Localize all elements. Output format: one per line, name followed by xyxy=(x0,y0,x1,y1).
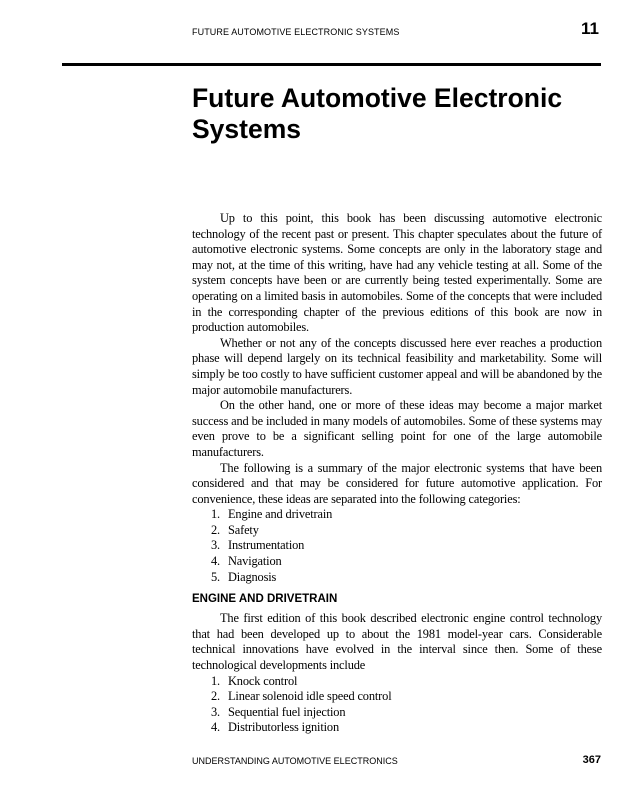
chapter-number: 11 xyxy=(581,19,599,38)
list-item-number: 1. xyxy=(211,673,220,688)
list-item-label: Instrumentation xyxy=(228,538,305,553)
section-heading: ENGINE AND DRIVETRAIN xyxy=(192,593,338,606)
list-item-number: 2. xyxy=(211,689,220,704)
running-foot-title: UNDERSTANDING AUTOMOTIVE ELECTRONICS xyxy=(192,756,398,766)
intro-paragraph-1: Up to this point, this book has been discussing automotive electronic technology of the recent past or present. This chapter speculates about the future of automotive electronic systems. Some concepts are only in the laboratory stage and may not, at the time of this writing, have had any vehicle testing at all. Some of the system concepts have been or are currently being tested experimentally. Some are operating on a limited basis in automobiles. Some of the concepts that were included in the corresponding chapter of the previous editions of this book are now in production automobiles. xyxy=(192,211,602,335)
list-item xyxy=(192,554,602,570)
list-item-number: 3. xyxy=(211,704,220,719)
developments-list xyxy=(192,674,602,736)
section-paragraph: The first edition of this book described electronic engine control technology that had been developed up to about the 1981 model-year cars. Considerable technical innovations have evolved in the interval since then. Some of these technological developments include xyxy=(192,611,602,673)
chapter-title-line-2: Systems xyxy=(192,114,302,144)
intro-paragraph-3: On the other hand, one or more of these ideas may become a major market success and be included in many models of automobiles. Some of these systems may even prove to be a significant selling point for one of the large automobile manufacturers. xyxy=(192,398,602,459)
list-item xyxy=(192,674,602,690)
intro-paragraph-4: The following is a summary of the major electronic systems that have been considered and that may be considered for future automotive application. For convenience, these ideas are separated into the following categories: xyxy=(192,460,602,506)
list-item-number: 4. xyxy=(211,720,220,735)
list-item-number: 4. xyxy=(211,554,220,569)
list-item xyxy=(192,689,602,705)
page-number: 367 xyxy=(582,754,601,766)
list-item-label: Safety xyxy=(228,522,259,537)
header-rule xyxy=(62,63,601,66)
list-item-label: Knock control xyxy=(228,673,298,688)
chapter-title xyxy=(192,83,612,145)
list-item xyxy=(192,538,602,554)
category-list xyxy=(192,507,602,585)
list-item-label: Navigation xyxy=(228,554,282,569)
list-item-label: Diagnosis xyxy=(228,569,277,584)
list-item xyxy=(192,523,602,539)
running-head-title: FUTURE AUTOMOTIVE ELECTRONIC SYSTEMS xyxy=(192,27,400,37)
list-item xyxy=(192,705,602,721)
list-item-label: Distributorless ignition xyxy=(228,720,340,735)
list-item-label: Linear solenoid idle speed control xyxy=(228,689,392,704)
list-item xyxy=(192,720,602,736)
list-item-number: 3. xyxy=(211,538,220,553)
list-item-label: Engine and drivetrain xyxy=(228,507,333,522)
list-item-number: 2. xyxy=(211,522,220,537)
list-item xyxy=(192,570,602,586)
list-item-number: 5. xyxy=(211,569,220,584)
chapter-title-line-1: Future Automotive Electronic xyxy=(192,83,563,113)
list-item xyxy=(192,507,602,523)
list-item-label: Sequential fuel injection xyxy=(228,704,346,719)
intro-paragraph-2: Whether or not any of the concepts discussed here ever reaches a production phase will depend largely on its technical feasibility and marketability. Some will simply be too costly to have sufficient customer appeal and will be abandoned by the major automobile manufacturers. xyxy=(192,335,602,397)
body-text xyxy=(192,211,602,736)
list-item-number: 1. xyxy=(211,507,220,522)
